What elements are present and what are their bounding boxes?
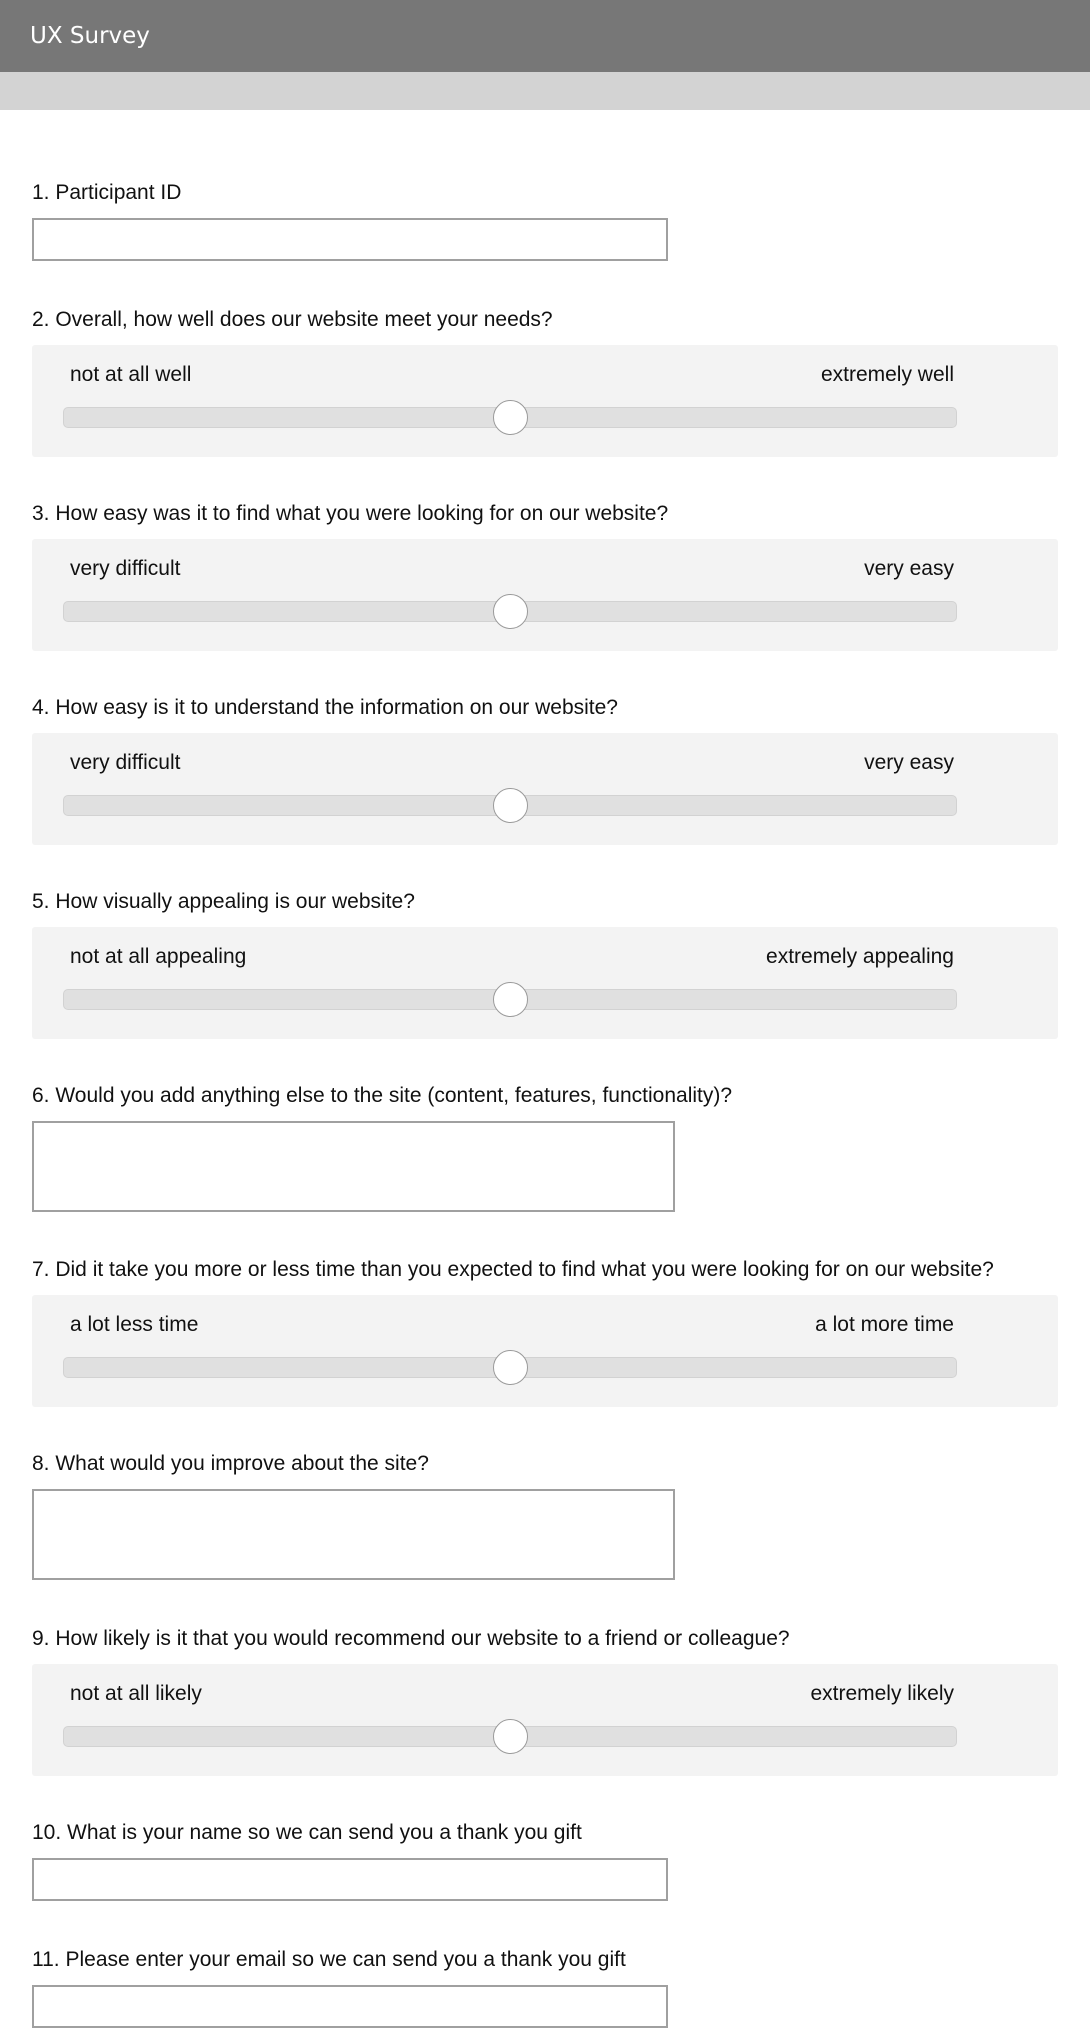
slider-max-label: very easy: [864, 751, 954, 774]
improve-site-textarea[interactable]: [32, 1489, 675, 1580]
survey-form: [0, 110, 1090, 2028]
question-3-slider-panel: [32, 539, 1058, 651]
app-header: [0, 0, 1090, 72]
slider-min-label: a lot less time: [70, 1313, 199, 1336]
question-11-label: 11. Please enter your email so we can send you a thank you gift: [32, 1948, 626, 1971]
question-3-label: 3. How easy was it to find what you were looking for on our website?: [32, 502, 669, 525]
question-1-label: 1. Participant ID: [32, 181, 182, 204]
question-7-slider-panel: [32, 1295, 1058, 1407]
header-subbar: [0, 72, 1090, 110]
slider-max-label: a lot more time: [815, 1313, 954, 1336]
slider-min-label: not at all likely: [70, 1682, 202, 1705]
question-9-slider-panel: [32, 1664, 1058, 1776]
recommend-likelihood-slider[interactable]: [63, 1726, 957, 1747]
find-ease-slider[interactable]: [63, 601, 957, 622]
question-9-label: 9. How likely is it that you would recommend our website to a friend or colleague?: [32, 1627, 790, 1650]
question-8-label: 8. What would you improve about the site?: [32, 1452, 429, 1475]
question-2-label: 2. Overall, how well does our website meet your needs?: [32, 308, 553, 331]
question-4-slider-panel: [32, 733, 1058, 845]
email-input[interactable]: [32, 1985, 668, 2028]
question-4-label: 4. How easy is it to understand the information on our website?: [32, 696, 618, 719]
question-6-label: 6. Would you add anything else to the site (content, features, functionality)?: [32, 1084, 733, 1107]
slider-thumb[interactable]: [493, 1719, 528, 1754]
question-5-label: 5. How visually appealing is our website?: [32, 890, 415, 913]
question-5: [32, 889, 1090, 1039]
question-9: [32, 1626, 1090, 1776]
app-title: UX Survey: [30, 23, 150, 49]
slider-thumb[interactable]: [493, 788, 528, 823]
question-2: [32, 307, 1090, 457]
question-6: [32, 1083, 1090, 1212]
slider-min-label: very difficult: [70, 557, 181, 580]
participant-id-input[interactable]: [32, 218, 668, 261]
visual-appeal-slider[interactable]: [63, 989, 957, 1010]
slider-min-label: not at all appealing: [70, 945, 247, 968]
name-input[interactable]: [32, 1858, 668, 1901]
slider-thumb[interactable]: [493, 1350, 528, 1385]
question-3: [32, 501, 1090, 651]
add-anything-textarea[interactable]: [32, 1121, 675, 1212]
question-4: [32, 695, 1090, 845]
question-5-slider-panel: [32, 927, 1058, 1039]
understand-ease-slider[interactable]: [63, 795, 957, 816]
slider-thumb[interactable]: [493, 594, 528, 629]
slider-max-label: extremely appealing: [766, 945, 954, 968]
slider-max-label: very easy: [864, 557, 954, 580]
website-needs-slider[interactable]: [63, 407, 957, 428]
slider-min-label: very difficult: [70, 751, 181, 774]
slider-min-label: not at all well: [70, 363, 192, 386]
slider-thumb[interactable]: [493, 400, 528, 435]
slider-max-label: extremely well: [820, 363, 954, 386]
time-expectation-slider[interactable]: [63, 1357, 957, 1378]
question-7-label: 7. Did it take you more or less time than you expected to find what you were looking for on our website?: [32, 1258, 994, 1281]
question-1: [32, 180, 1090, 261]
question-2-slider-panel: [32, 345, 1058, 457]
question-10: [32, 1820, 1090, 1901]
question-8: [32, 1451, 1090, 1580]
slider-max-label: extremely likely: [810, 1682, 954, 1705]
question-11: [32, 1947, 1090, 2028]
question-10-label: 10. What is your name so we can send you a thank you gift: [32, 1821, 582, 1844]
question-7: [32, 1257, 1090, 1407]
slider-thumb[interactable]: [493, 982, 528, 1017]
